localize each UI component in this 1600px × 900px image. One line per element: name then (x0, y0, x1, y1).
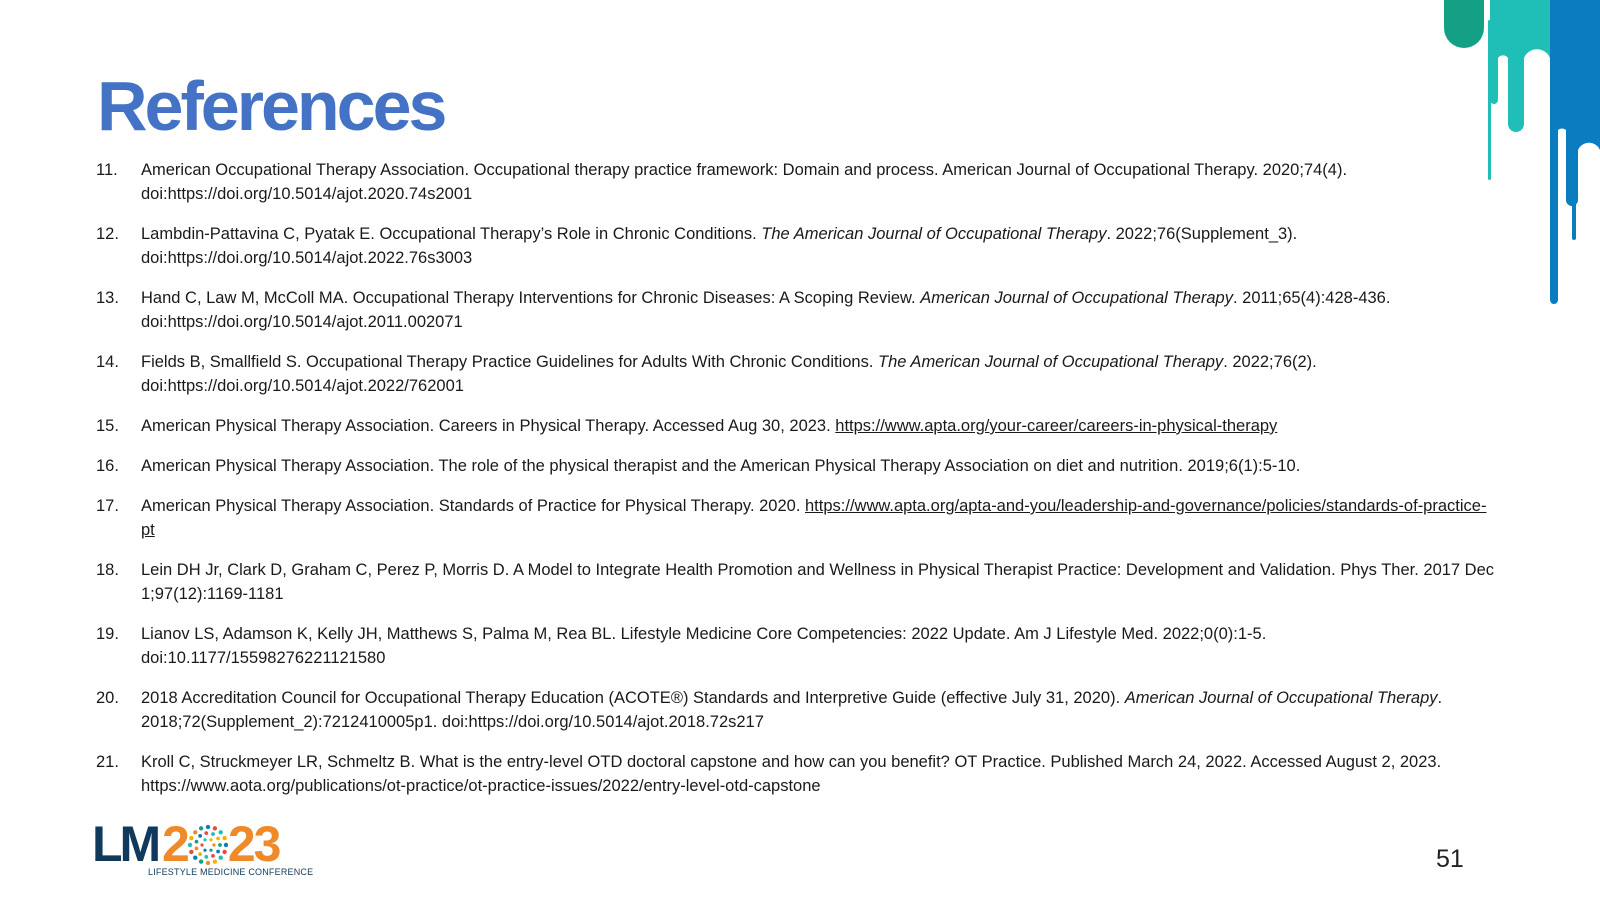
reference-number: 12. (96, 225, 119, 243)
lm2023-logo (92, 818, 312, 880)
reference-body: American Occupational Therapy Association. Occupational therapy practice framework: Domain and process. American Journal of Occupational Therapy. 2020;74(4). doi:https://doi.org/10.5014/ajot.2020.74s2001 (141, 161, 1348, 203)
logo-dot (222, 836, 226, 840)
reference-body: Lein DH Jr, Clark D, Graham C, Perez P, Morris D. A Model to Integrate Health Promotion and Wellness in Physical Therapist Practice: Development and Validation. Phys Ther. 2017 Dec 1;97(12):1169-1181 (141, 561, 1495, 603)
reference-item (96, 158, 1496, 206)
reference-item (96, 454, 1496, 478)
page-number: 51 (1436, 845, 1464, 873)
reference-text (141, 454, 1496, 478)
reference-text (141, 158, 1496, 206)
reference-item (96, 558, 1496, 606)
logo-dot (216, 850, 220, 854)
reference-item (96, 350, 1496, 398)
logo-dot (188, 843, 192, 847)
reference-text (141, 686, 1496, 734)
reference-text (141, 350, 1496, 398)
reference-text (141, 414, 1496, 438)
reference-item (96, 494, 1496, 542)
reference-body: American Physical Therapy Association. Careers in Physical Therapy. Accessed Aug 30, 2023. (141, 417, 836, 435)
logo-dot (211, 854, 215, 858)
reference-journal: The American Journal of Occupational Therapy (878, 353, 1224, 371)
logo-dot (209, 849, 212, 852)
logo-dot (218, 830, 222, 834)
logo-dot (199, 826, 203, 830)
reference-body: Lambdin-Pattavina C, Pyatak E. Occupational Therapy’s Role in Chronic Conditions. (141, 225, 762, 243)
logo-dot (216, 837, 220, 841)
reference-item (96, 286, 1496, 334)
logo-lm: LM (92, 816, 159, 872)
reference-body: 2018 Accreditation Council for Occupational Therapy Education (ACOTE®) Standards and Interpretive Guide (effective July 31, 2020). (141, 689, 1125, 707)
reference-body: . 2022;76(2). doi:https://doi.org/10.5014/ajot.2022/762001 (141, 353, 1317, 395)
reference-number: 16. (96, 457, 119, 475)
logo-dot (211, 832, 215, 836)
reference-item (96, 750, 1496, 798)
logo-dot (198, 834, 202, 838)
logo-dot (204, 831, 208, 835)
reference-item (96, 414, 1496, 438)
logo-dot (189, 836, 193, 840)
reference-text (141, 750, 1496, 798)
reference-body: Lianov LS, Adamson K, Kelly JH, Matthews S, Palma M, Rea BL. Lifestyle Medicine Core Competencies: 2022 Update. Am J Lifestyle Med. 2022;0(0):1-5. doi:10.1177/15598276221121580 (141, 625, 1267, 667)
logo-dot (204, 855, 208, 859)
reference-number: 21. (96, 753, 119, 771)
reference-text (141, 286, 1496, 334)
logo-dot (203, 849, 206, 852)
reference-number: 20. (96, 689, 119, 707)
reference-link[interactable]: https://www.apta.org/apta-and-you/leadership-and-governance/policies/standards-of-practice-pt (141, 497, 1487, 539)
logo-dot (189, 850, 193, 854)
reference-text (141, 622, 1496, 670)
reference-text (141, 558, 1496, 606)
reference-number: 19. (96, 625, 119, 643)
logo-dot (206, 861, 210, 865)
reference-body: . 2011;65(4):428-436. doi:https://doi.org/10.5014/ajot.2011.002071 (141, 289, 1391, 331)
logo-dot (203, 838, 206, 841)
logo-dot (194, 840, 198, 844)
reference-link[interactable]: https://www.apta.org/your-career/careers-in-physical-therapy (835, 417, 1278, 435)
reference-body: . 2018;72(Supplement_2):7212410005p1. doi:https://doi.org/10.5014/ajot.2018.72s217 (141, 689, 1443, 731)
reference-item (96, 222, 1496, 270)
reference-body: Kroll C, Struckmeyer LR, Schmeltz B. What is the entry-level OTD doctoral capstone and how can you benefit? OT Practice. Published March 24, 2022. Accessed August 2, 2023. https://www.aota.org/publications/ot-practice/ot-practice-issues/2022/entry-level-otd-capstone (141, 753, 1442, 795)
logo-dot (200, 843, 203, 846)
reference-journal: The American Journal of Occupational Therapy (761, 225, 1107, 243)
logo-dot (218, 843, 222, 847)
reference-body: American Physical Therapy Association. Standards of Practice for Physical Therapy. 2020. (141, 497, 805, 515)
logo-dot-ring-icon (188, 825, 228, 865)
reference-journal: American Journal of Occupational Therapy (920, 289, 1233, 307)
reference-body: Fields B, Smallfield S. Occupational Therapy Practice Guidelines for Adults With Chronic Conditions. (141, 353, 879, 371)
logo-dot (209, 838, 212, 841)
reference-number: 13. (96, 289, 119, 307)
slide-title: References (97, 67, 445, 145)
logo-dot (206, 825, 210, 829)
reference-body: American Physical Therapy Association. The role of the physical therapist and the American Physical Therapy Association on diet and nutrition. 2019;6(1):5-10. (141, 457, 1301, 475)
reference-journal: American Journal of Occupational Therapy (1124, 689, 1438, 707)
reference-number: 17. (96, 497, 119, 515)
logo-dot (222, 850, 226, 854)
green-drip (1444, 0, 1484, 48)
reference-list (96, 158, 1496, 814)
logo-dot (194, 846, 198, 850)
reference-number: 15. (96, 417, 119, 435)
logo-dot (218, 856, 222, 860)
teal-drip (1488, 0, 1550, 180)
logo-dot (198, 852, 202, 856)
blue-drip (1550, 0, 1600, 304)
reference-body: Hand C, Law M, McColl MA. Occupational Therapy Interventions for Chronic Diseases: A Scoping Review. (141, 289, 921, 307)
logo-dot (199, 859, 203, 863)
logo-subtitle: LIFESTYLE MEDICINE CONFERENCE (148, 867, 314, 877)
reference-item (96, 622, 1496, 670)
reference-text (141, 222, 1496, 270)
reference-body: . 2022;76(Supplement_3). doi:https://doi.org/10.5014/ajot.2022.76s3003 (141, 225, 1298, 267)
reference-number: 11. (96, 161, 118, 179)
logo-dot (193, 830, 197, 834)
reference-number: 14. (96, 353, 119, 371)
reference-text (141, 494, 1496, 542)
reference-number: 18. (96, 561, 119, 579)
logo-year: 2 23 (162, 816, 280, 872)
logo-dot (213, 859, 217, 863)
logo-dot (212, 843, 215, 846)
reference-item (96, 686, 1496, 734)
logo-dot (213, 826, 217, 830)
logo-dot (193, 856, 197, 860)
